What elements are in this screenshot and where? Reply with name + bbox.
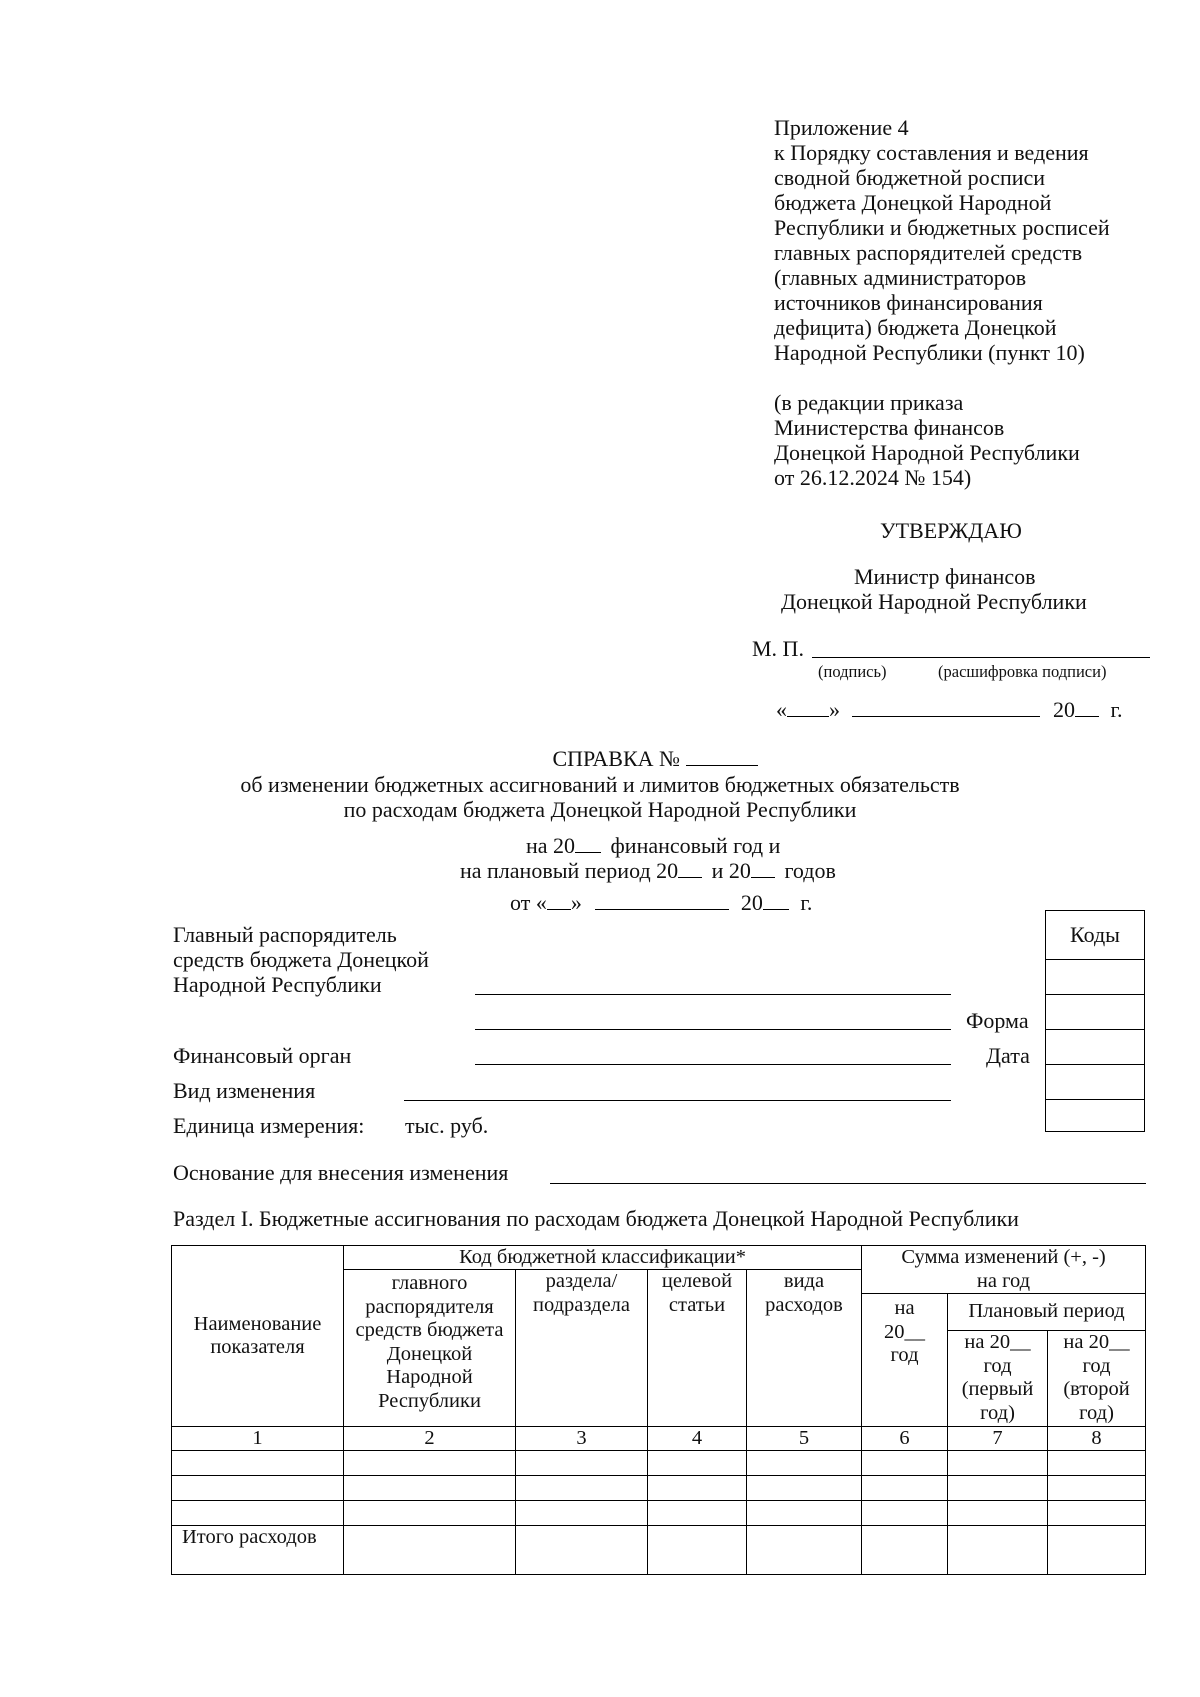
table-cell[interactable] bbox=[648, 1501, 747, 1526]
appendix-line: бюджета Донецкой Народной bbox=[774, 190, 1052, 215]
col-section-header: раздела/ подраздела bbox=[516, 1270, 648, 1427]
table-row bbox=[172, 1451, 1146, 1476]
chief-manager-input-line-2[interactable] bbox=[475, 1029, 951, 1030]
period1-prefix: на 20 bbox=[526, 833, 576, 858]
codes-box bbox=[1045, 910, 1145, 1132]
table-cell[interactable] bbox=[516, 1451, 648, 1476]
document-subtitle-1: об изменении бюджетных ассигнований и лимитов бюджетных обязательств bbox=[240, 772, 960, 797]
period2-middle: и 20 bbox=[711, 858, 751, 883]
table-cell[interactable] bbox=[516, 1501, 648, 1526]
period2-prefix: на плановый период 20 bbox=[460, 858, 679, 883]
table-cell[interactable] bbox=[172, 1476, 344, 1501]
col-number: 6 bbox=[862, 1427, 948, 1451]
table-cell[interactable] bbox=[747, 1451, 862, 1476]
year-field[interactable] bbox=[1075, 697, 1099, 717]
signature-line bbox=[812, 657, 1150, 658]
appendix-line: главных распорядителей средств bbox=[774, 240, 1083, 265]
table-cell[interactable] bbox=[747, 1501, 862, 1526]
table-cell[interactable] bbox=[862, 1451, 948, 1476]
total-cell[interactable] bbox=[1048, 1526, 1146, 1575]
sum-group-header: Сумма изменений (+, -) на год bbox=[862, 1246, 1146, 1294]
title-text: СПРАВКА № bbox=[552, 746, 681, 771]
appendix-line: дефицита) бюджета Донецкой bbox=[774, 315, 1057, 340]
year-field[interactable] bbox=[575, 833, 601, 853]
edition-line: от 26.12.2024 № 154) bbox=[774, 465, 972, 490]
chief-manager-line-3: Народной Республики bbox=[173, 972, 382, 997]
table-cell[interactable] bbox=[648, 1476, 747, 1501]
edition-line: (в редакции приказа bbox=[774, 390, 964, 415]
document-title bbox=[0, 746, 1200, 771]
col-number: 5 bbox=[747, 1427, 862, 1451]
table-cell[interactable] bbox=[648, 1451, 747, 1476]
planning-period-header: Плановый период bbox=[948, 1294, 1146, 1331]
total-cell[interactable] bbox=[344, 1526, 516, 1575]
col-type-header: вида расходов bbox=[747, 1270, 862, 1427]
plan-year-1-field[interactable] bbox=[678, 858, 702, 878]
approval-position-1: Министр финансов bbox=[854, 564, 1036, 589]
document-subtitle-2: по расходам бюджета Донецкой Народной Республики bbox=[343, 797, 857, 822]
col-name-header: Наименование показателя bbox=[172, 1246, 344, 1427]
month-field[interactable] bbox=[852, 697, 1040, 717]
period-line-1 bbox=[526, 833, 780, 858]
code-cell-4[interactable] bbox=[1046, 1064, 1144, 1099]
col-main-header: главного распорядителя средств бюджета Донецкой Народной Республики bbox=[344, 1270, 516, 1427]
table-row bbox=[172, 1501, 1146, 1526]
day-field[interactable] bbox=[787, 697, 829, 717]
appendix-line: к Порядку составления и ведения bbox=[774, 140, 1089, 165]
period2-suffix: годов bbox=[784, 858, 836, 883]
unit-label: Единица измерения: bbox=[173, 1113, 365, 1138]
table-cell[interactable] bbox=[948, 1476, 1048, 1501]
appendix-block bbox=[774, 115, 1174, 490]
chief-manager-line-1: Главный распорядитель bbox=[173, 922, 397, 947]
col-number: 8 bbox=[1048, 1427, 1146, 1451]
table-cell[interactable] bbox=[747, 1476, 862, 1501]
chief-manager-label bbox=[173, 922, 429, 997]
appropriations-table bbox=[171, 1245, 1146, 1575]
table-cell[interactable] bbox=[344, 1501, 516, 1526]
date-close-quote: » bbox=[829, 697, 840, 722]
unit-value: тыс. руб. bbox=[405, 1113, 489, 1138]
date-close-quote: » bbox=[570, 890, 582, 915]
col-number: 3 bbox=[516, 1427, 648, 1451]
edition-line: Донецкой Народной Республики bbox=[774, 440, 1080, 465]
table-cell[interactable] bbox=[344, 1451, 516, 1476]
approval-date bbox=[776, 697, 1123, 722]
chief-manager-input-line[interactable] bbox=[475, 994, 951, 995]
date-g: г. bbox=[800, 890, 813, 915]
code-cell-1[interactable] bbox=[1046, 959, 1144, 994]
signature-caption: (подпись) bbox=[818, 662, 887, 681]
change-type-label: Вид изменения bbox=[173, 1078, 316, 1103]
date-label: Дата bbox=[986, 1043, 1030, 1068]
form-label: Форма bbox=[966, 1008, 1029, 1033]
date-from: от « bbox=[510, 890, 547, 915]
total-cell[interactable] bbox=[648, 1526, 747, 1575]
codes-header: Коды bbox=[1070, 922, 1120, 947]
col-number: 4 bbox=[648, 1427, 747, 1451]
table-cell[interactable] bbox=[948, 1501, 1048, 1526]
change-type-input-line[interactable] bbox=[404, 1100, 951, 1101]
col-year-header: на 20__ год bbox=[862, 1294, 948, 1427]
decode-caption: (расшифровка подписи) bbox=[938, 662, 1107, 681]
approval-position-2: Донецкой Народной Республики bbox=[781, 589, 1087, 614]
plan-year-2-field[interactable] bbox=[751, 858, 775, 878]
code-cell-date[interactable] bbox=[1046, 1029, 1144, 1064]
section-title: Раздел I. Бюджетные ассигнования по расходам бюджета Донецкой Народной Республики bbox=[173, 1206, 1019, 1231]
table-cell[interactable] bbox=[1048, 1451, 1146, 1476]
edition-line: Министерства финансов bbox=[774, 415, 1005, 440]
table-cell[interactable] bbox=[516, 1476, 648, 1501]
period1-suffix: финансовый год и bbox=[610, 833, 781, 858]
table-cell[interactable] bbox=[862, 1476, 948, 1501]
stamp-label: М. П. bbox=[752, 636, 804, 661]
period-line-2 bbox=[460, 858, 836, 883]
code-cell-5[interactable] bbox=[1046, 1099, 1144, 1134]
total-cell[interactable] bbox=[948, 1526, 1048, 1575]
table-cell[interactable] bbox=[1048, 1476, 1146, 1501]
table-cell[interactable] bbox=[172, 1501, 344, 1526]
col-number: 1 bbox=[172, 1427, 344, 1451]
table-cell[interactable] bbox=[344, 1476, 516, 1501]
heading-date bbox=[510, 890, 812, 915]
finance-body-input-line[interactable] bbox=[475, 1064, 951, 1065]
table-cell[interactable] bbox=[862, 1501, 948, 1526]
date-open-quote: « bbox=[776, 697, 787, 722]
year-prefix: 20 bbox=[1053, 697, 1075, 722]
total-cell[interactable] bbox=[747, 1526, 862, 1575]
col-target-header: целевой статьи bbox=[648, 1270, 747, 1427]
table-cell[interactable] bbox=[948, 1451, 1048, 1476]
total-cell[interactable] bbox=[862, 1526, 948, 1575]
col-number: 7 bbox=[948, 1427, 1048, 1451]
total-row bbox=[172, 1526, 1146, 1575]
approval-title: УТВЕРЖДАЮ bbox=[880, 518, 1022, 543]
appendix-line: Народной Республики (пункт 10) bbox=[774, 340, 1085, 365]
appendix-line: сводной бюджетной росписи bbox=[774, 165, 1046, 190]
date-year-prefix: 20 bbox=[740, 890, 763, 915]
total-cell[interactable] bbox=[516, 1526, 648, 1575]
appendix-line: Приложение 4 bbox=[774, 115, 909, 140]
code-cell-form[interactable] bbox=[1046, 994, 1144, 1029]
appendix-line: источников финансирования bbox=[774, 290, 1043, 315]
col-first-header: на 20__ год (первый год) bbox=[948, 1331, 1048, 1427]
appendix-line: (главных администраторов bbox=[774, 265, 1027, 290]
appendix-line: Республики и бюджетных росписей bbox=[774, 215, 1110, 240]
year-field[interactable] bbox=[763, 890, 789, 910]
day-field[interactable] bbox=[547, 890, 571, 910]
month-field[interactable] bbox=[595, 890, 729, 910]
table-cell[interactable] bbox=[1048, 1501, 1146, 1526]
chief-manager-line-2: средств бюджета Донецкой bbox=[173, 947, 429, 972]
table-row bbox=[172, 1476, 1146, 1501]
code-group-header: Код бюджетной классификации* bbox=[344, 1246, 862, 1270]
total-label: Итого расходов bbox=[172, 1526, 344, 1575]
table-cell[interactable] bbox=[172, 1451, 344, 1476]
basis-input-line[interactable] bbox=[550, 1183, 1146, 1184]
basis-label: Основание для внесения изменения bbox=[173, 1160, 509, 1185]
document-number-field[interactable] bbox=[686, 746, 758, 766]
col-second-header: на 20__ год (второй год) bbox=[1048, 1331, 1146, 1427]
finance-body-label: Финансовый орган bbox=[173, 1043, 352, 1068]
year-suffix: г. bbox=[1110, 697, 1123, 722]
col-number: 2 bbox=[344, 1427, 516, 1451]
